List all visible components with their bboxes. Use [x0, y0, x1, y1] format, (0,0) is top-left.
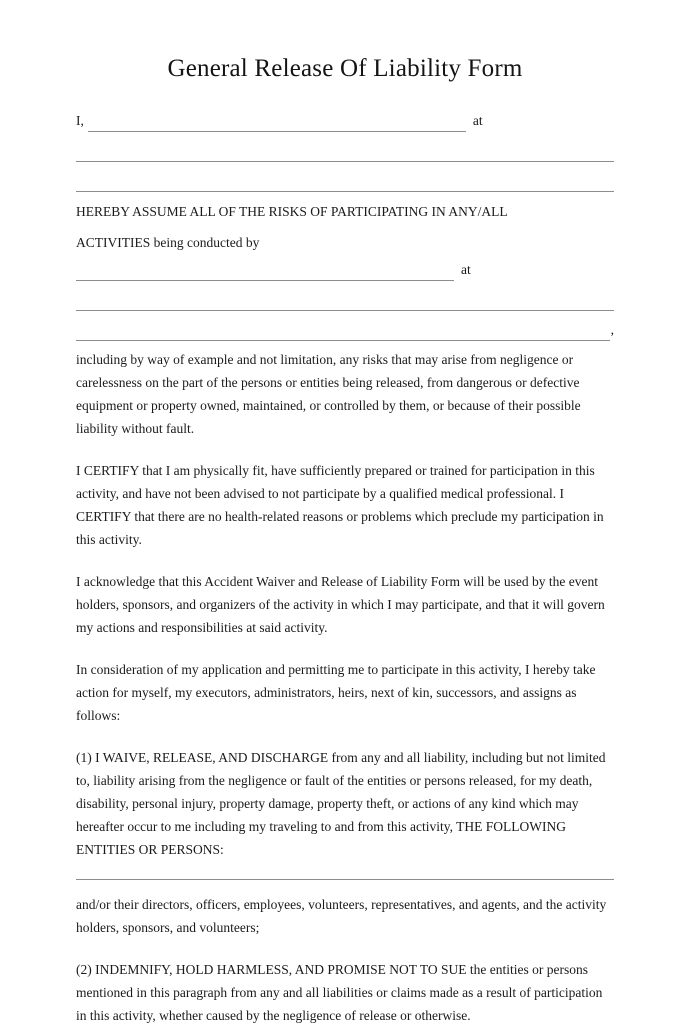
form-row-name-label: I, [76, 113, 84, 128]
form-row-location-1 [76, 288, 614, 311]
form-row-address-2 [76, 169, 614, 192]
form-row-name-trailing: at [472, 113, 483, 128]
form-row-organizer-trailing: at [461, 262, 471, 277]
form-row-location-2 [76, 318, 614, 341]
address-fill-line-2[interactable] [76, 176, 614, 192]
location-fill-line-2[interactable] [76, 325, 610, 341]
organizer-fill-line[interactable] [76, 265, 454, 281]
paragraph-clause-one: (1) I WAIVE, RELEASE, AND DISCHARGE from any and all liability, including but not limited to, liability arising from the negligence or fault of the entities or persons released, for my death, disability, personal injury, property damage, property theft, or actions of any kind which may hereafter occur to me including my traveling to and from this activity, THE FOLLOWING ENTITIES OR PERSONS: [76, 750, 606, 857]
assume-risks-heading-line2: ACTIVITIES being conducted by [76, 235, 260, 250]
form-row-address-1 [76, 139, 614, 162]
paragraph-certify: I CERTIFY that I am physically fit, have sufficiently prepared or trained for participation in this activity, and have not been advised to not participate by a qualified medical professional. I CERTIFY that there are no health-related reasons or problems which preclude my participation in this activity. [76, 463, 604, 547]
assume-risks-heading: HEREBY ASSUME ALL OF THE RISKS OF PARTICIPATING IN ANY/ALL [76, 204, 508, 219]
paragraph-directors: and/or their directors, officers, employees, volunteers, representatives, and agents, and the activity holders, sponsors, and volunteers; [76, 897, 607, 935]
paragraph-risks: including by way of example and not limitation, any risks that may arise from negligence or carelessness on the part of the persons or entities being released, from dangerous or defective equipment or property owned, maintained, or controlled by them, or because of their possible liability without fault. [76, 352, 581, 436]
form-row-name [76, 109, 614, 132]
page-title: General Release Of Liability Form [167, 55, 523, 82]
paragraph-acknowledge: I acknowledge that this Accident Waiver and Release of Liability Form will be used by the event holders, sponsors, and organizers of the activity in which I may participate, and that it will govern my actions and responsibilities at said activity. [76, 574, 605, 635]
form-row-location-trailing: , [610, 322, 614, 337]
document-body [76, 83, 614, 1027]
paragraph-clause-two: (2) INDEMNIFY, HOLD HARMLESS, AND PROMISE NOT TO SUE the entities or persons mentioned in this paragraph from any and all liabilities or claims made as a result of participation in this activity, whether caused by the negligence of release or otherwise. [76, 962, 603, 1023]
location-fill-line-1[interactable] [76, 295, 614, 311]
form-row-organizer [76, 258, 614, 281]
name-fill-line[interactable] [88, 116, 466, 132]
entities-fill-line[interactable] [76, 878, 614, 880]
address-fill-line-1[interactable] [76, 146, 614, 162]
paragraph-consideration: In consideration of my application and permitting me to participate in this activity, I hereby take action for myself, my executors, administrators, heirs, next of kin, successors, and assigns as follows: [76, 662, 596, 723]
